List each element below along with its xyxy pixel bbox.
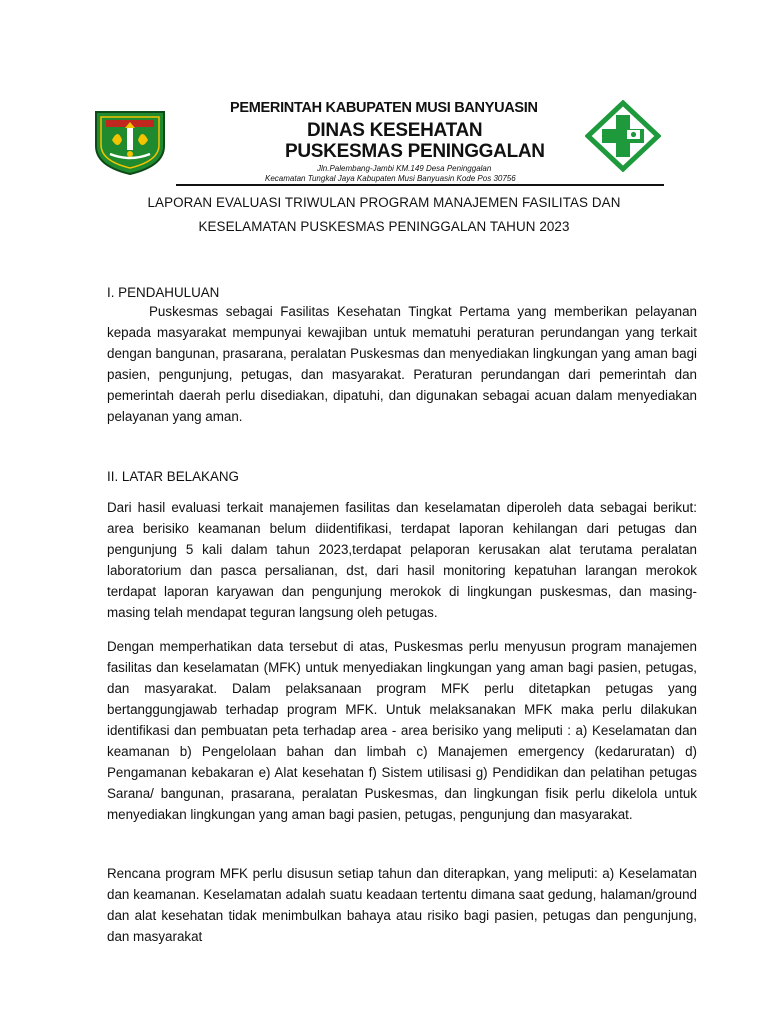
intro-paragraph: Puskesmas sebagai Fasilitas Kesehatan Tingkat Pertama yang memberikan pelayanan kepada masyarakat mempunyai kewajiban untuk mematuhi peraturan perundangan yang terkait dengan bangunan, prasarana, peralatan Puskesmas dan menyediakan lingkungan yang aman bagi pasien, pengunjung, petugas, dan masyarakat. Peraturan perundangan dari pemerintah dan pemerintah daerah perlu disediakan, dipatuhi, dan digunakan sebagai acuan dalam menyediakan pelayanan yang aman. — [107, 304, 697, 424]
report-title-line-1: LAPORAN EVALUASI TRIWULAN PROGRAM MANAJEMEN FASILITAS DAN — [147, 195, 621, 210]
puskesmas-name: PUSKESMAS PENINGGALAN — [285, 141, 545, 162]
background-paragraph-3: Rencana program MFK perlu disusun setiap tahun dan diterapkan, yang meliputi: a) Keselamatan dan keamanan. Keselamatan adalah suatu keadaan tertentu dimana saat gedung, halaman/ground dan alat kesehatan tidak menimbulkan bahaya atau risiko bagi pasien, petugas dan pengunjung, dan masyarakat — [107, 866, 697, 944]
agency-name: DINAS KESEHATAN — [307, 120, 483, 141]
regency-emblem-icon — [92, 106, 168, 176]
address-line-2: Kecamatan Tungkal Jaya Kabupaten Musi Banyuasin Kode Pos 30756 — [265, 174, 516, 183]
letterhead-divider — [176, 184, 664, 186]
section-heading-pendahuluan: I. PENDAHULUAN — [107, 285, 220, 300]
background-paragraph-2: Dengan memperhatikan data tersebut di atas, Puskesmas perlu menyusun program manajemen fasilitas dan keselamatan (MFK) untuk menyediakan lingkungan yang aman bagi pasien, petugas, dan masyarakat. Dalam pelaksanaan program MFK perlu ditetapkan petugas yang bertanggungjawab terhadap program MFK. Untuk melaksanakan MFK maka perlu dilakukan identifikasi dan pembuatan peta terhadap area - area berisiko yang meliputi : a) Keselamatan dan keamanan b) Pengelolaan bahan dan limbah c) Manajemen emergency (kedaruratan) d) Pengamanan kebakaran e) Alat kesehatan f) Sistem utilisasi g) Pendidikan dan pelatihan petugas Sarana/ bangunan, prasarana, peralatan Puskesmas, dan lingkungan fisik perlu dikelola untuk menyediakan lingkungan yang aman bagi pasien, petugas, pengunjung dan masyarakat. — [107, 639, 697, 822]
government-name: PEMERINTAH KABUPATEN MUSI BANYUASIN — [230, 100, 538, 116]
address-line-1: Jln.Palembang-Jambi KM.149 Desa Peninggalan — [317, 164, 492, 173]
report-title-line-2: KESELAMATAN PUSKESMAS PENINGGALAN TAHUN 2023 — [198, 219, 570, 234]
background-paragraph-1: Dari hasil evaluasi terkait manajemen fasilitas dan keselamatan diperoleh data sebagai berikut: area berisiko keamanan belum diidentifikasi, terdapat laporan kehilangan dari petugas dan pengunjung 5 kali dalam tahun 2023,terdapat pelaporan kerusakan alat terutama peralatan laboratorium dan pasca persalianan, dst, dari hasil monitoring kepatuhan larangan merokok terdapat laporan karyawan dan pengunjung merokok di lingkungan puskesmas, dan masing-masing telah mendapat teguran langsung oleh petugas. — [107, 500, 697, 620]
section-heading-latar-belakang: II. LATAR BELAKANG — [107, 469, 239, 484]
puskesmas-logo-icon — [585, 100, 661, 172]
